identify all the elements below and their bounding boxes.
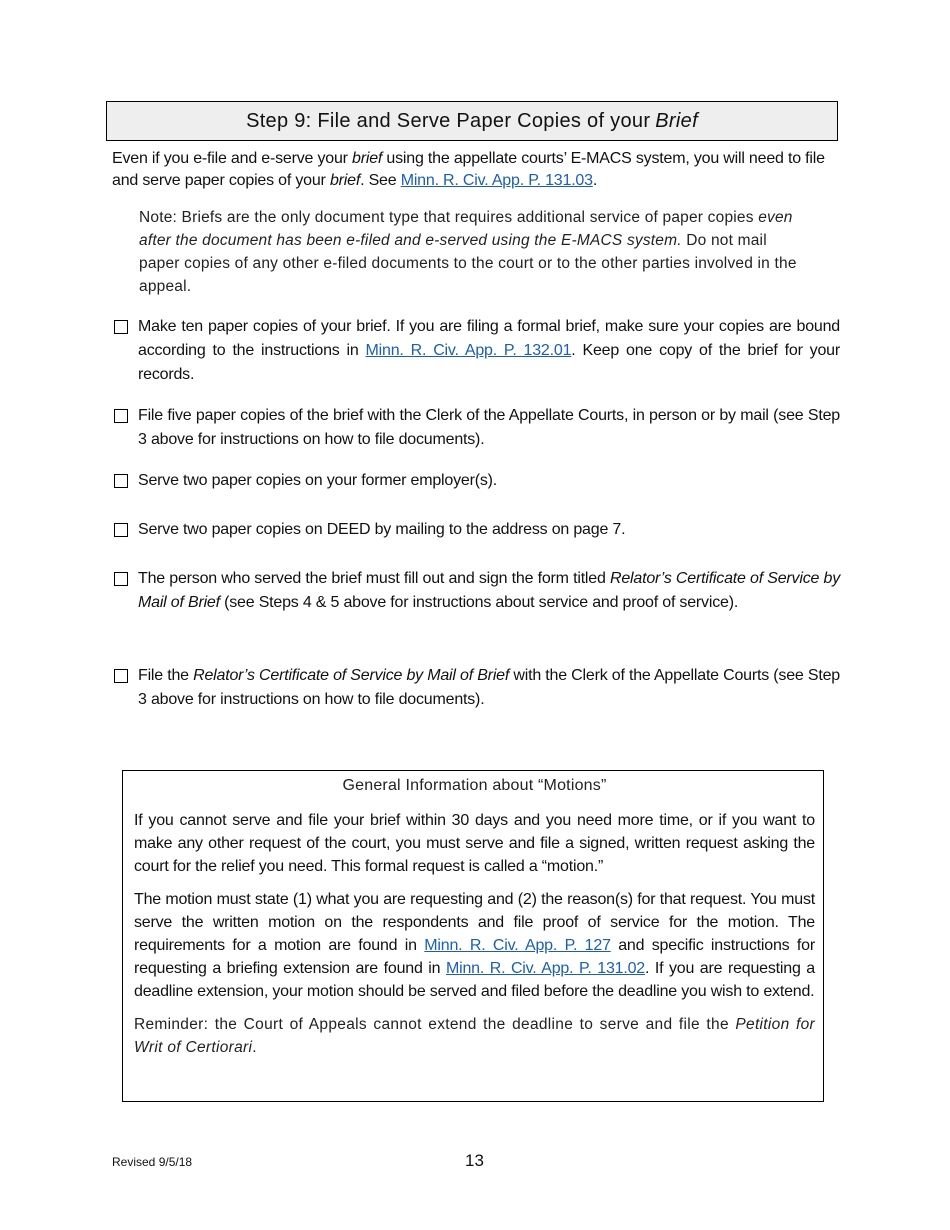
info-text: . If you are requesting a deadline extension, your motion should be served and filed before the deadline you wish to extend. [134,960,815,1000]
rule-132-01-link[interactable]: Minn. R. Civ. App. P. 132.01 [365,342,572,359]
step-header [106,101,838,141]
rule-131-02-link[interactable]: Minn. R. Civ. App. P. 131.02 [445,960,645,977]
step-title-italic: Brief [655,109,698,132]
note-text-2: Do not mail paper copies of any other e-filed documents to the court or to the other parties involved in the appeal. [139,232,797,295]
task-text: Make ten paper copies of your brief. If you are filing a formal brief, make sure your copies are bound according to the instructions in [138,318,840,359]
checkbox-make-copies[interactable] [114,320,128,334]
task-text: The person who served the brief must fill out and sign the form titled [138,570,610,587]
certificate-form-title: Relator’s Certificate of Service by Mail of Brief [138,570,840,611]
task-text: Serve two paper copies on your former employer(s). [138,472,498,489]
checkbox-file-certificate[interactable] [114,669,128,683]
reminder-text: Reminder: the Court of Appeals cannot extend the deadline to serve and file the [134,1016,736,1033]
checklist-item-serve-deed [114,518,840,542]
checklist-item-certificate-form [114,567,840,615]
note-paragraph [139,206,811,298]
info-text: The motion must state (1) what you are requesting and (2) the reason(s) for that request. You must serve the written motion on the respondents and file proof of service for the motion. The requirements for a motion are found in [134,891,815,954]
certificate-form-title: Relator’s Certificate of Service by Mail of Brief [193,667,510,684]
checklist-item-file-copies [114,404,840,452]
intro-text-1: Even if you e-file and e-serve your [112,150,353,167]
motions-info-paragraph-2 [134,888,815,1003]
step-title: Step 9: File and Serve Paper Copies of your [246,109,651,132]
motions-reminder [134,1013,815,1059]
intro-paragraph [112,148,840,192]
checklist-item-file-certificate [114,664,840,712]
note-text-1: Note: Briefs are the only document type that requires additional service of paper copies [139,209,759,226]
task-text: with the Clerk of the Appellate Courts (see Step 3 above for instructions on how to file documents). [138,667,840,708]
motions-info-title: General Information about “Motions” [342,777,607,794]
task-text: Serve two paper copies on DEED by mailing to the address on page 7. [138,521,626,538]
note-italic: even after the document has been e-filed and e-served using the E-MACS system. [139,209,793,249]
checkbox-serve-employer[interactable] [114,474,128,488]
page-number: 13 [465,1151,484,1170]
petition-title: Petition for Writ of Certiorari [134,1016,815,1056]
motions-info-paragraph-1: If you cannot serve and file your brief within 30 days and you need more time, or if you want to make any other request of the court, you must serve and file a signed, written request asking the court for the relief you need. This formal request is called a “motion.” [134,812,815,875]
revised-date: Revised 9/5/18 [112,1155,193,1169]
checklist-item-serve-employer [114,469,840,493]
checkbox-certificate-form[interactable] [114,572,128,586]
task-text: File the [138,667,194,684]
motions-info-box [122,770,824,1102]
checkbox-serve-deed[interactable] [114,523,128,537]
task-text: . Keep one copy of the brief for your records. [138,342,840,383]
intro-text-4: . [592,172,598,189]
info-text: and specific instructions for requesting a briefing extension are found in [134,937,815,977]
reminder-text: . [252,1039,257,1056]
task-text: File five paper copies of the brief with the Clerk of the Appellate Courts, in person or by mail (see Step 3 above for instructions on how to file documents). [138,407,840,448]
intro-brief-1: brief [352,150,383,167]
intro-text-2: using the appellate courts’ E-MACS system, you will need to file and serve paper copies of your [112,150,825,189]
checkbox-file-copies[interactable] [114,409,128,423]
checklist-item-make-copies [114,315,840,387]
rule-127-link[interactable]: Minn. R. Civ. App. P. 127 [424,937,611,954]
rule-131-03-link[interactable]: Minn. R. Civ. App. P. 131.03 [400,172,593,189]
intro-brief-2: brief [329,172,361,189]
task-text: (see Steps 4 & 5 above for instructions about service and proof of service). [219,594,739,611]
intro-text-3: . See [360,172,401,189]
